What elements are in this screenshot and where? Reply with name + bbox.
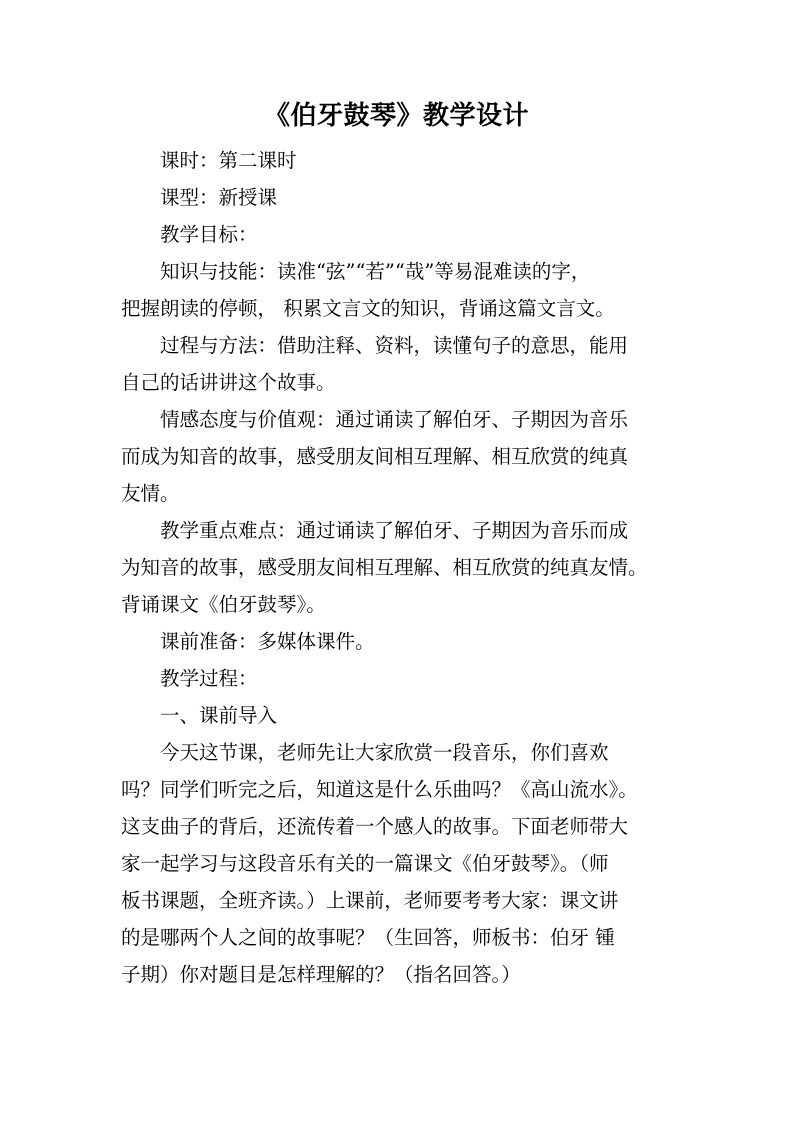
text-line: 板书课题，全班齐读。）上课前，老师要考考大家：课文讲 bbox=[121, 889, 619, 912]
paragraph-knowledge-skills bbox=[121, 253, 677, 327]
text-line: 吗？同学们听完之后，知道这是什么乐曲吗？《高山流水》。 bbox=[121, 778, 638, 801]
paragraph-process-heading bbox=[121, 660, 677, 697]
text-line: 的是哪两个人之间的故事呢？（生回答，师板书：伯牙 锺 bbox=[121, 926, 615, 949]
text-line: 一、课前导入 bbox=[160, 704, 278, 727]
paragraph-lesson-time bbox=[121, 142, 677, 179]
text-line: 为知音的故事，感受朋友间相互理解、相互欣赏的纯真友情。 bbox=[121, 556, 648, 579]
text-line: 友情。 bbox=[121, 482, 180, 505]
document-title: 《伯牙鼓琴》教学设计 bbox=[263, 101, 529, 131]
text-line: 课时：第二课时 bbox=[160, 149, 297, 172]
paragraph-preparation bbox=[121, 623, 677, 660]
text-line: 这支曲子的背后，还流传着一个感人的故事。下面老师带大 bbox=[121, 815, 629, 838]
text-line: 课前准备：多媒体课件。 bbox=[160, 630, 375, 653]
text-line: 过程与方法：借助注释、资料，读懂句子的意思，能用 bbox=[160, 334, 629, 357]
paragraph-key-difficulties bbox=[121, 512, 677, 623]
text-line: 今天这节课，老师先让大家欣赏一段音乐，你们喜欢 bbox=[160, 741, 609, 764]
paragraph-process-methods bbox=[121, 327, 677, 401]
text-line: 自己的话讲讲这个故事。 bbox=[121, 371, 336, 394]
text-line: 教学过程： bbox=[160, 667, 258, 690]
paragraph-emotion-values bbox=[121, 401, 677, 512]
text-line: 而成为知音的故事，感受朋友间相互理解、相互欣赏的纯真 bbox=[121, 445, 629, 468]
paragraph-lesson-type bbox=[121, 179, 677, 216]
text-line: 课型：新授课 bbox=[160, 186, 278, 209]
text-line: 家一起学习与这段音乐有关的一篇课文《伯牙鼓琴》。（师 bbox=[121, 852, 609, 875]
paragraph-intro-body bbox=[121, 734, 677, 993]
text-line: 把握朗读的停顿， 积累文言文的知识，背诵这篇文言文。 bbox=[121, 297, 615, 320]
text-line: 知识与技能：读准“弦”“若”“哉”等易混难读的字， bbox=[160, 260, 591, 283]
document-body bbox=[121, 142, 677, 993]
paragraph-objectives-heading bbox=[121, 216, 677, 253]
text-line: 子期）你对题目是怎样理解的？（指名回答。） bbox=[121, 963, 521, 986]
text-line: 背诵课文《伯牙鼓琴》。 bbox=[121, 593, 326, 616]
text-line: 教学重点难点：通过诵读了解伯牙、子期因为音乐而成 bbox=[160, 519, 629, 542]
text-line: 情感态度与价值观：通过诵读了解伯牙、子期因为音乐 bbox=[160, 408, 629, 431]
text-line: 教学目标： bbox=[160, 223, 258, 246]
paragraph-section-intro-heading bbox=[121, 697, 677, 734]
